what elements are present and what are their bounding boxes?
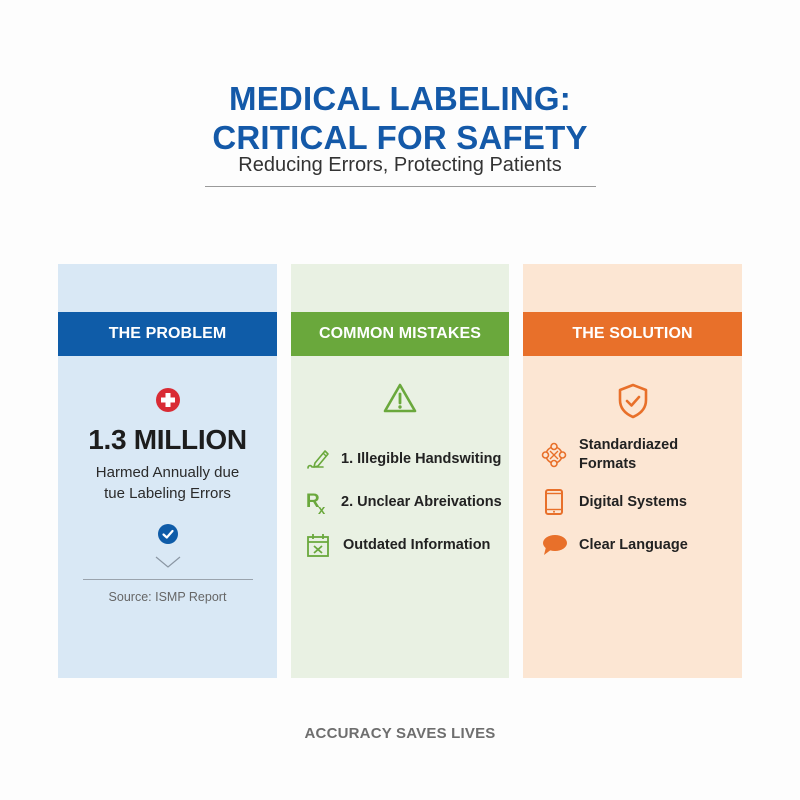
solution-item-language — [541, 532, 688, 558]
calendar-x-icon — [305, 532, 331, 558]
page-title-line-2: CRITICAL FOR SAFETY — [212, 119, 588, 156]
solution-label: Digital Systems — [579, 493, 687, 510]
chevron-down-icon — [58, 556, 277, 568]
warning-triangle-icon — [291, 382, 509, 414]
mistake-item-handwriting — [305, 446, 501, 472]
shield-check-icon — [523, 382, 742, 420]
network-icon — [541, 442, 567, 468]
solution-label-line-2: Formats — [579, 456, 637, 472]
tablet-icon — [541, 489, 567, 515]
solution-item-formats — [541, 436, 678, 474]
solution-panel — [523, 264, 742, 678]
rx-icon — [305, 489, 331, 515]
mistakes-heading: COMMON MISTAKES — [291, 312, 509, 356]
pen-icon — [305, 446, 331, 472]
mistake-label: Outdated Information — [343, 536, 491, 553]
footer-tagline: ACCURACY SAVES LIVES — [304, 725, 496, 742]
check-circle-icon — [58, 524, 277, 544]
solution-item-digital — [541, 489, 687, 515]
mistake-label: 2. Unclear Abreivations — [341, 493, 502, 510]
title-divider — [205, 186, 596, 187]
solution-label-line-1: Standardiazed — [579, 437, 679, 453]
stat-description — [58, 462, 277, 504]
mistake-item-abbreviations — [305, 489, 502, 515]
solution-heading: THE SOLUTION — [523, 312, 742, 356]
page-subtitle: Reducing Errors, Protecting Patients — [238, 154, 562, 176]
mistakes-panel — [291, 264, 509, 678]
solution-label — [579, 436, 678, 474]
stat-value: 1.3 MILLION — [88, 424, 247, 455]
stat-description-line-2: tue Labeling Errors — [104, 485, 231, 502]
problem-heading: THE PROBLEM — [58, 312, 277, 356]
speech-bubble-icon — [541, 532, 567, 558]
svg-text:R: R — [306, 491, 320, 512]
mistake-item-outdated — [305, 532, 490, 558]
mistake-label: 1. Illegible Handswiting — [341, 450, 502, 467]
problem-panel — [58, 264, 277, 678]
source-divider — [83, 579, 253, 580]
svg-text:x: x — [318, 502, 326, 515]
source-citation: Source: ISMP Report — [108, 590, 227, 604]
solution-label: Clear Language — [579, 536, 688, 553]
stat-description-line-1: Harmed Annually due — [95, 464, 240, 481]
page-title-line-1: MEDICAL LABELING: — [229, 80, 571, 117]
medical-cross-icon — [58, 388, 277, 412]
